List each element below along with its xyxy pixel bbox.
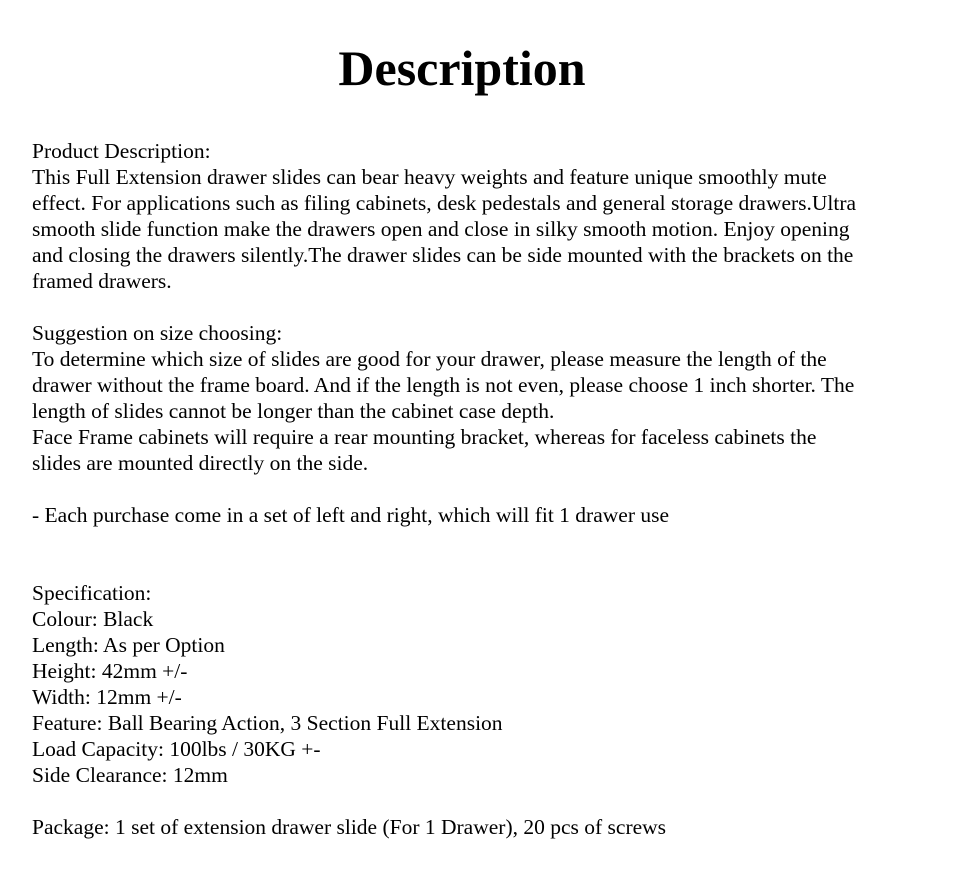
- spacer: [32, 294, 922, 320]
- size-suggestion-line: To determine which size of slides are good for your drawer, please measure the length of the: [32, 347, 827, 371]
- product-description-section: [32, 138, 922, 294]
- page-title: Description: [338, 40, 586, 96]
- size-suggestion-line: drawer without the frame board. And if the length is not even, please choose 1 inch shorter. The: [32, 373, 855, 397]
- product-description-heading: Product Description:: [32, 139, 211, 163]
- product-description-line: and closing the drawers silently.The drawer slides can be side mounted with the brackets on the: [32, 243, 854, 267]
- package-info: Package: 1 set of extension drawer slide (For 1 Drawer), 20 pcs of screws: [32, 815, 667, 839]
- product-description-line: framed drawers.: [32, 269, 172, 293]
- spec-feature: Feature: Ball Bearing Action, 3 Section Full Extension: [32, 711, 503, 735]
- spec-height: Height: 42mm +/-: [32, 659, 188, 683]
- spacer: [32, 528, 922, 554]
- product-description-line: smooth slide function make the drawers open and close in silky smooth motion. Enjoy opening: [32, 217, 850, 241]
- spacer: [32, 476, 922, 502]
- specification-section: [32, 580, 922, 788]
- size-suggestion-heading: Suggestion on size choosing:: [32, 321, 283, 345]
- description-content: [32, 138, 922, 840]
- spec-colour: Colour: Black: [32, 607, 154, 631]
- spec-width: Width: 12mm +/-: [32, 685, 182, 709]
- spacer: [32, 554, 922, 580]
- size-suggestion-line: Face Frame cabinets will require a rear mounting bracket, whereas for faceless cabinets the: [32, 425, 817, 449]
- specification-heading: Specification:: [32, 581, 152, 605]
- product-description-line: effect. For applications such as filing cabinets, desk pedestals and general storage drawers.Ultra: [32, 191, 857, 215]
- purchase-note: - Each purchase come in a set of left and right, which will fit 1 drawer use: [32, 503, 670, 527]
- size-suggestion-line: length of slides cannot be longer than the cabinet case depth.: [32, 399, 555, 423]
- spec-side-clearance: Side Clearance: 12mm: [32, 763, 228, 787]
- size-suggestion-line: slides are mounted directly on the side.: [32, 451, 369, 475]
- size-suggestion-section: [32, 320, 922, 476]
- spec-length: Length: As per Option: [32, 633, 225, 657]
- spec-load-capacity: Load Capacity: 100lbs / 30KG +-: [32, 737, 321, 761]
- spacer: [32, 788, 922, 814]
- product-description-line: This Full Extension drawer slides can bear heavy weights and feature unique smoothly mute: [32, 165, 827, 189]
